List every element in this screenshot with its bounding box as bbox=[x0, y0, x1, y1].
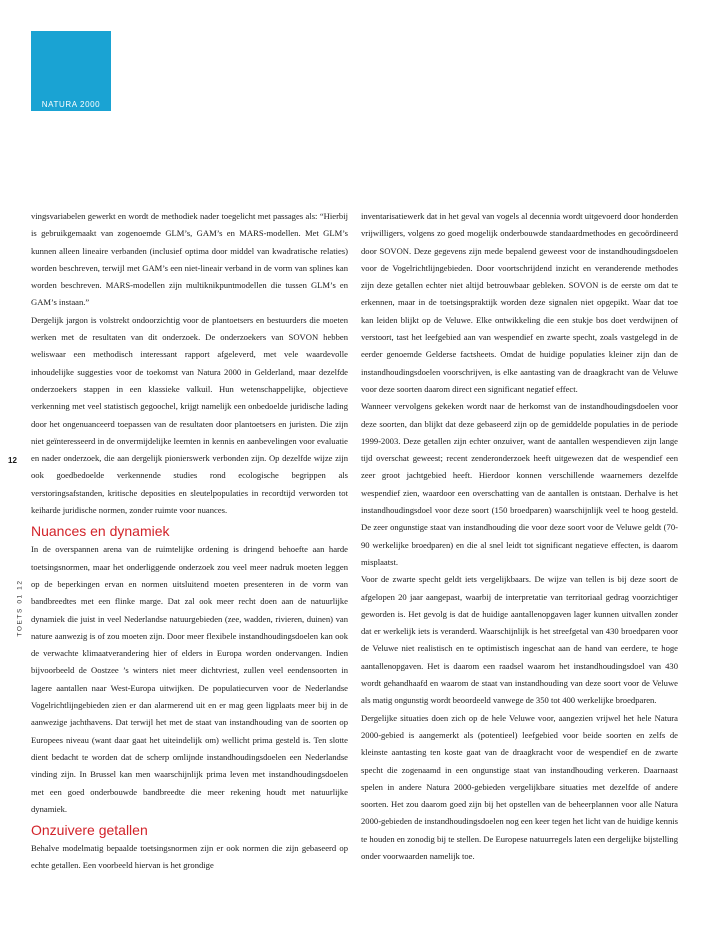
paragraph: In de overspannen arena van de ruimtelijke ordening is dringend behoefte aan harde toetsingsnormen, maar het onderliggende onderzoek zou veel meer nadruk moeten leggen op de beperkingen ervan en normen uitsluitend moeten presenteren in de vorm van bandbreedtes met een flinke marge. Dat zal ook meer recht doen aan de natuurlijke dynamiek die juist in veel Nederlandse natuurgebieden (zee, wadden, rivieren, duinen) van nature aanwezig is of zou moeten zijn. Door meer flexibele instandhoudingsdoelen kan ook de verwachte klimaatverandering hier of elders in Europa worden ondervangen. Indien bijvoorbeeld de Oostzee ’s winters niet meer dichtvriest, zullen veel eendensoorten in lagere aantallen naar West-Europa uitwijken. De populatiecurven voor de Nederlandse Vogelrichtlijngebieden zien er dan alarmerend uit en er mag geen ligplaats meer bij in de aanwezige jachthavens. Dat terwijl het met de staat van instandhouding van de soorten op Europees niveau (want daar gaat het uiteindelijk om) wellicht prima gesteld is. Ten slotte dient bedacht te worden dat de scherp omlijnde instandhoudingsdoelen een Nederlandse vinding zijn. In Brussel kan men waarschijnlijk prima leven met instandhoudingsdoelen met een goed onderbouwde bandbreedte die meer rekening houdt met natuurlijke dynamiek. bbox=[31, 544, 348, 814]
paragraph: vingsvariabelen gewerkt en wordt de methodiek nader toegelicht met passages als: “Hierbij is gebruikgemaakt van zogenoemde GLM’s, GAM’s en MARS-modellen. Met GLM’s kunnen alleen lineaire verbanden (inclusief optima door middel van kwadratische relaties) worden beschreven, terwijl met GAM’s een niet-lineair verband in de vorm van splines kan worden beschreven. MARS-modellen zijn multiknikpuntmodellen die tussen GLM’s en GAM’s instaan.” bbox=[31, 211, 348, 308]
section-heading-nuances: Nuances en dynamiek bbox=[31, 523, 170, 540]
paragraph: Dergelijk jargon is volstrekt ondoorzichtig voor de plantoetsers en bestuurders die moeten werken met de resultaten van dit onderzoek. De onderzoekers van SOVON hebben weliswaar een methodisch interessant rapport afgeleverd, met vele waardevolle inhoudelijke suggesties voor de toekomst van Natura 2000 in Gelderland, maar dezelfde onderzoekers stappen in een klassieke valkuil. Hun wetenschappelijke, objectieve verkenning met veel statistisch gegoochel, krijgt namelijk een onbedoelde juridische lading door het ongenuanceerd toepassen van de resultaten door plantoetsers en juristen. Die zijn niet geïnteresseerd in de onvermijdelijke leemten in kennis en aanbevelingen voor evaluatie en nader onderzoek, die aan dergelijk pionierswerk verbonden zijn. Op dezelfde wijze zijn ook goedbedoelde verkennende studies rond ecologische begrippen als verstoringsafstanden, kritische deposities en sleutelpopulaties in recordtijd verworden tot keiharde juridische normen, zonder ruimte voor nuances. bbox=[31, 314, 348, 516]
paragraph: Dergelijke situaties doen zich op de hele Veluwe voor, aangezien vrijwel het hele Natura 2000-gebied is aangemerkt als (potentieel) leefgebied voor beide soorten en zelfs de kleinste aantasting ten koste gaat van de draagkracht voor de wespendief en de zwarte specht die zogenaamd in een ongunstige staat van instandhouding verkeren. Daarnaast spelen in andere Natura 2000-gebieden vergelijkbare situaties met dezelfde of andere soorten. Het zou daarom goed zijn bij het opstellen van de beheerplannen voor alle Natura 2000-gebieden de instandhoudingsdoelen nog een keer tegen het licht van de huidige kennis te houden en zonodig bij te stellen. De Europese natuurregels laten een dergelijke bijstelling onder voorwaarden namelijk toe. bbox=[361, 712, 678, 861]
paragraph: inventarisatiewerk dat in het geval van vogels al decennia wordt uitgevoerd door honderden vrijwilligers, volgens zo goed mogelijk onderbouwde standaardmethodes en gecoördineerd door SOVON. Deze gegevens zijn mede bepalend geweest voor de instandhoudingsdoelen voor de Vogelrichtlijngebieden. Door voortschrijdend inzicht en veranderende methodes zijn deze getallen echter niet altijd betrouwbaar gebleken. SOVON is de eerste om dat te erkennen, maar in de toetsingspraktijk worden deze signalen niet opgepikt. Waar dat toe kan leiden blijkt op de Veluwe. Elke ontwikkeling die een stukje bos doet verdwijnen of verstoort, tast het leefgebied aan van wespendief en zwarte specht, zoals vastgelegd in de eerder genoemde Gelderse factsheets. Omdat de huidige populaties kleiner zijn dan de instandhoudingsdoelen voorschrijven, is elke aantasting van de draagkracht van de Veluwe voor deze soorten daarom direct een significant negatief effect. bbox=[361, 211, 678, 394]
paragraph: Wanneer vervolgens gekeken wordt naar de herkomst van de instandhoudingsdoelen voor deze soorten, dan blijkt dat deze gebaseerd zijn op de gemiddelde populaties in de periode 1999-2003. Deze getallen zijn echter onzuiver, want de aantallen wespendieven zijn lange tijd overschat geweest; recent zenderonderzoek heeft uitgewezen dat de wespendief een zeer groot jachtgebied heeft. Hierdoor konnen verschillende waarnemers dezelfde wespendief zien, waardoor een overschatting van de aantallen is ontstaan. Derhalve is het instandhoudingsdoel voor deze soort (150 broedparen) waarschijnlijk veel te hoog gesteld. De zeer ongunstige staat van instandhouding die voor deze soort voor de Veluwe geldt (70-90 werkelijke broedparen) en die al snel leidt tot significant negatieve effecten, is daarom misplaatst. bbox=[361, 401, 678, 567]
paragraph: Behalve modelmatig bepaalde toetsingsnormen zijn er ook normen die zijn gebaseerd op echte getallen. Een voorbeeld hiervan is het grondige bbox=[31, 843, 348, 871]
right-column bbox=[361, 208, 678, 865]
running-head bbox=[15, 578, 25, 638]
page-number: 12 bbox=[8, 456, 17, 465]
running-head-text: TOETS 01 12 bbox=[16, 579, 24, 637]
natura-2000-banner bbox=[31, 31, 111, 111]
paragraph: Voor de zwarte specht geldt iets vergelijkbaars. De wijze van tellen is bij deze soort de afgelopen 20 jaar aangepast, waarbij de interpretatie van territoriaal gedrag voorzichtiger geworden is. Het gevolg is dat de huidige aantallenopgaven lager kunnen uitvallen zonder dat er werkelijk iets is veranderd. Waarschijnlijk is het streefgetal van 430 broedparen voor de Veluwe niet realistisch en te optimistisch ingeschat aan de hand van eerdere, te hoge aantallenopgaven. Het is daarom een raadsel waarom het instandhoudingsdoel van 430 wordt gehandhaafd en waarom de staat van instandhouding van deze soort voor de Veluwe als matig ongunstig wordt beoordeeld vanwege de 350 tot 400 werkelijke broedparen. bbox=[361, 574, 678, 706]
banner-label: NATURA 2000 bbox=[41, 100, 101, 109]
left-column bbox=[31, 208, 348, 875]
section-heading-getallen: Onzuivere getallen bbox=[31, 822, 148, 839]
